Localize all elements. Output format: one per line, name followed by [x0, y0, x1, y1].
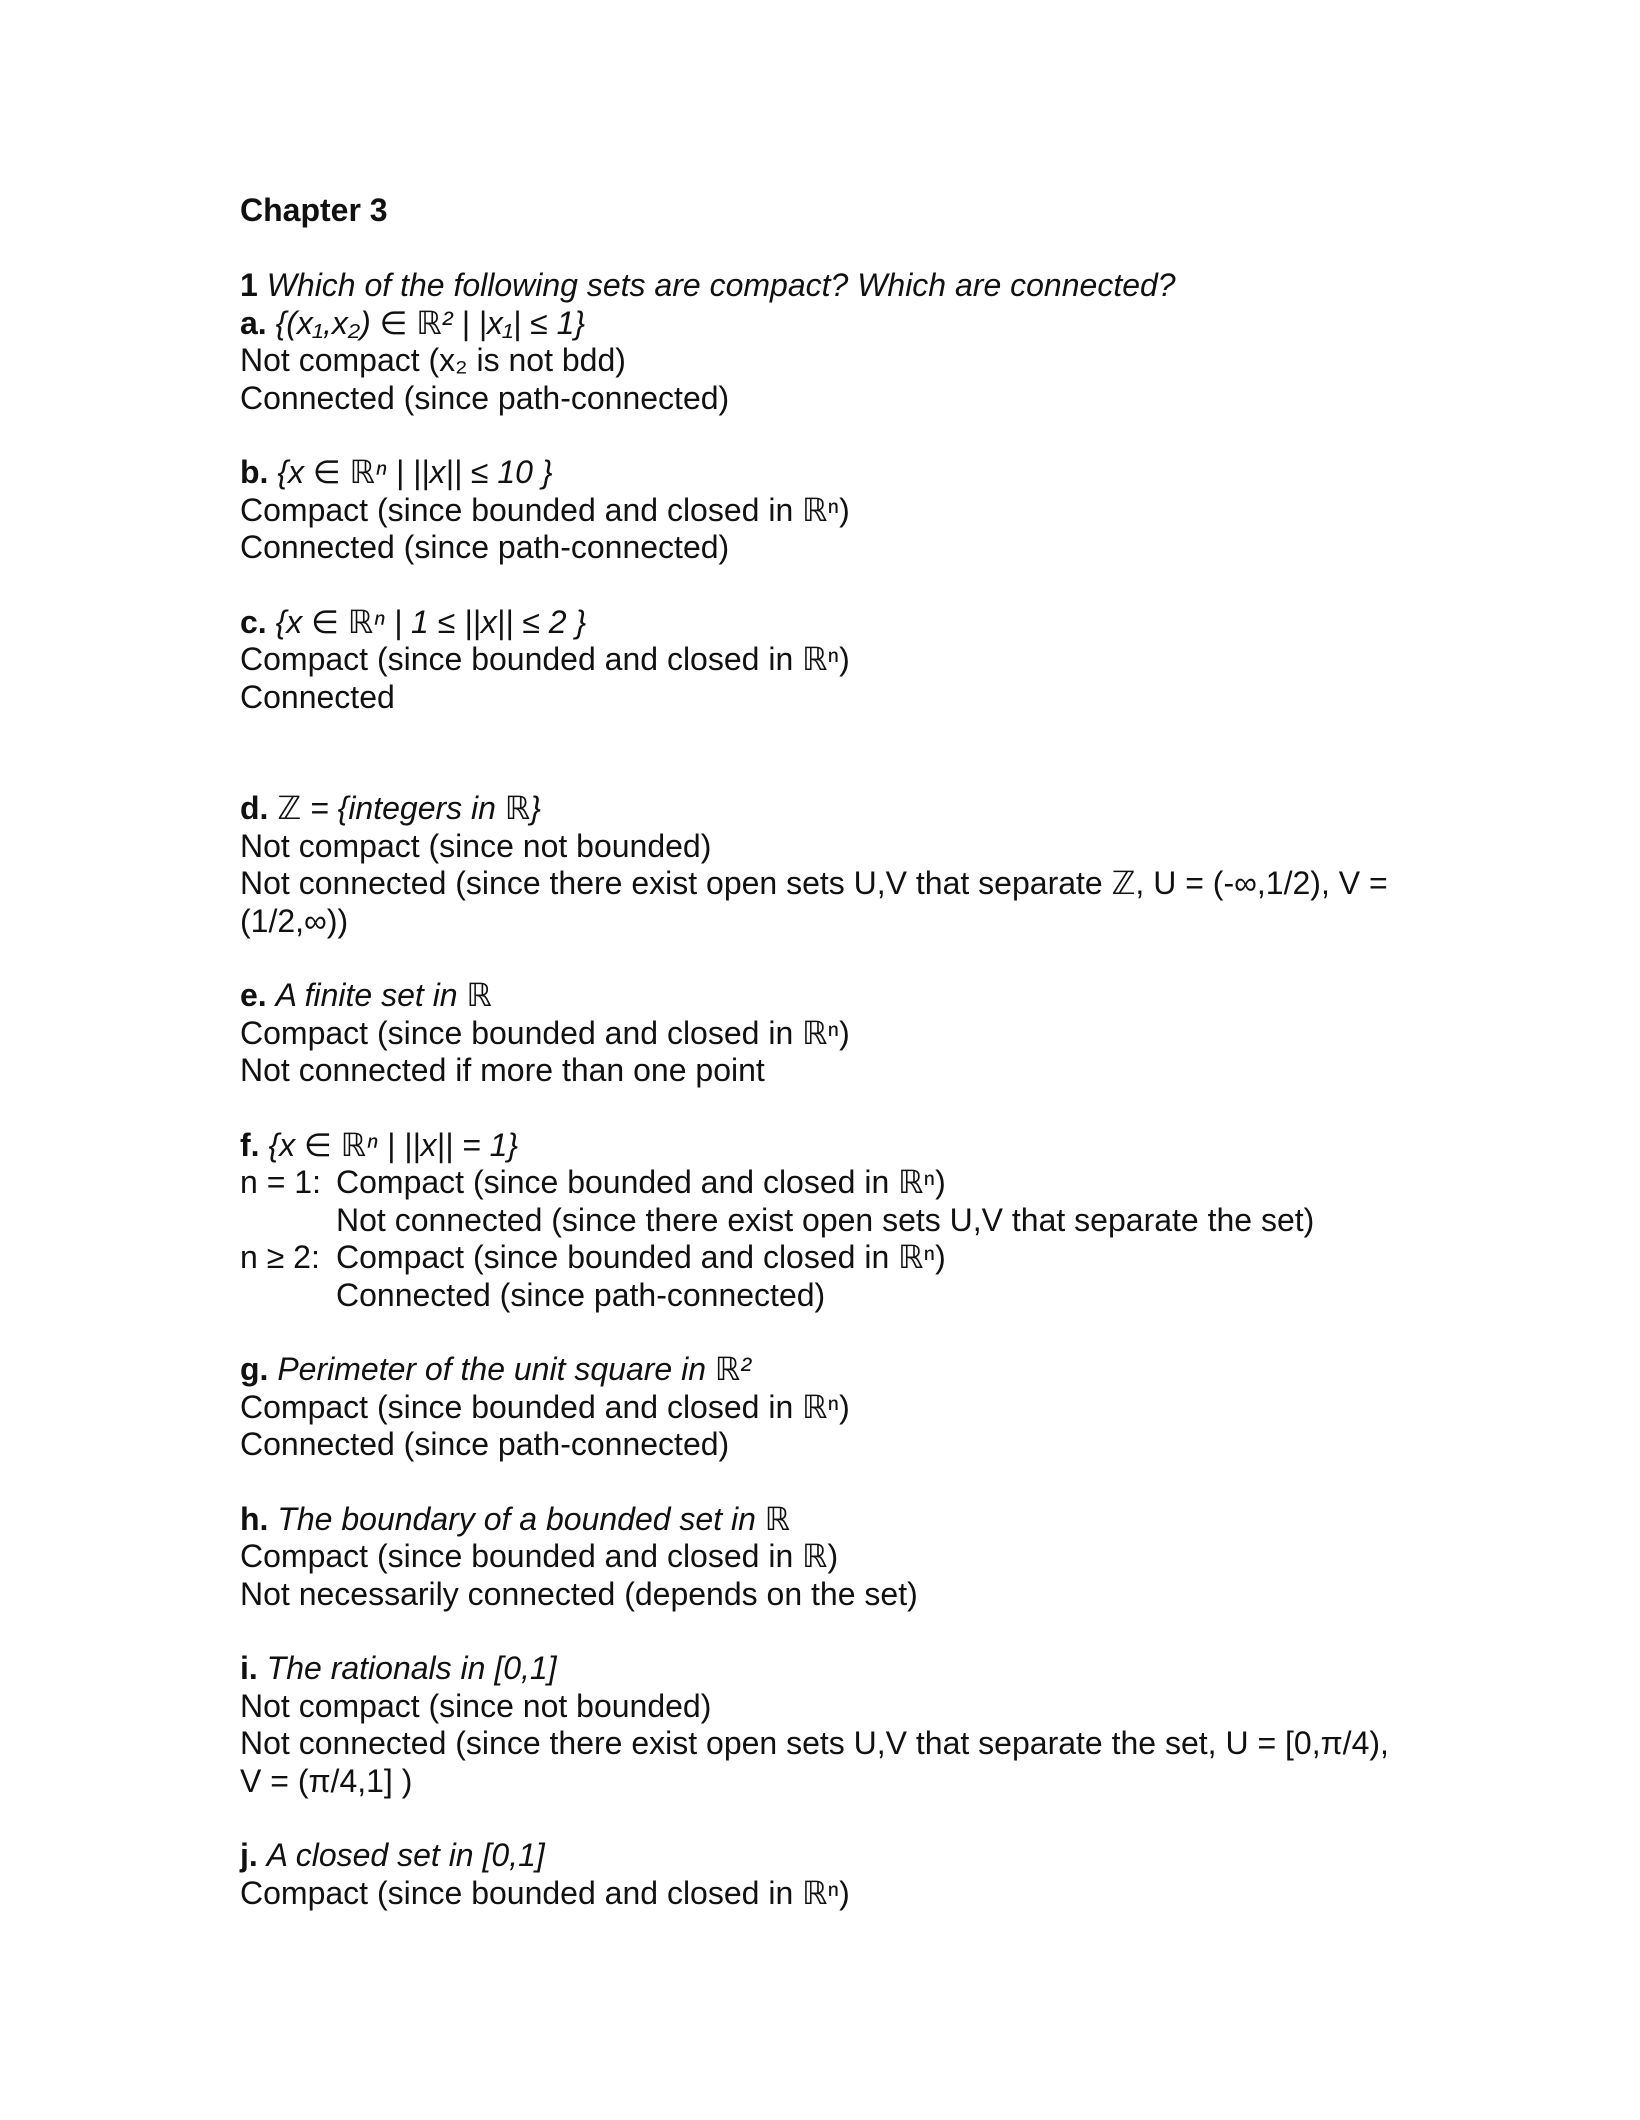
- answer-line: Connected (since path-connected): [240, 1426, 730, 1462]
- set-definition: The rationals in [0,1]: [266, 1650, 557, 1686]
- question-text: Which of the following sets are compact? Which are connected?: [266, 267, 1176, 303]
- answer-line: Not compact (x₂ is not bdd): [240, 342, 626, 378]
- answer-line: Compact (since bounded and closed in ℝⁿ): [240, 1014, 850, 1051]
- part-letter: g.: [240, 1351, 269, 1387]
- answer-line: Compact (since bounded and closed in ℝⁿ): [336, 1239, 946, 1275]
- answer-line: Connected: [240, 678, 395, 715]
- answer-line: Not compact (since not bounded): [240, 1687, 712, 1724]
- answer-line: Not compact (since not bounded): [240, 827, 712, 864]
- answer-line: Connected (since path-connected): [240, 379, 730, 416]
- set-definition: The boundary of a bounded set in ℝ: [277, 1500, 791, 1537]
- answer-line: Compact (since bounded and closed in ℝⁿ): [240, 491, 850, 528]
- part-a: [240, 305, 1420, 418]
- set-definition: {x ∈ ℝⁿ | 1 ≤ ||x|| ≤ 2 }: [275, 603, 587, 640]
- part-j: [240, 1837, 1420, 1912]
- answer-line: (1/2,∞)): [240, 902, 349, 939]
- set-definition: Perimeter of the unit square in ℝ²: [277, 1351, 751, 1387]
- answer-line: Compact (since bounded and closed in ℝⁿ): [240, 1874, 850, 1911]
- part-letter: i.: [240, 1650, 258, 1686]
- answer-line: Not connected if more than one point: [240, 1052, 765, 1088]
- chapter-title: Chapter 3: [240, 192, 388, 228]
- part-h: [240, 1501, 1420, 1614]
- part-g: [240, 1351, 1420, 1464]
- part-letter: d.: [240, 790, 269, 826]
- set-definition: {x ∈ ℝⁿ | ||x|| ≤ 10 }: [277, 454, 553, 490]
- case-label: n ≥ 2:: [240, 1239, 320, 1275]
- set-definition: A closed set in [0,1]: [266, 1837, 545, 1873]
- part-e: [240, 977, 1420, 1090]
- part-letter: e.: [240, 977, 267, 1013]
- answer-line: Compact (since bounded and closed in ℝⁿ): [336, 1164, 946, 1200]
- part-b: [240, 454, 1420, 567]
- case-n-ge-2: [240, 1239, 1420, 1314]
- part-letter: h.: [240, 1500, 269, 1537]
- part-letter: j.: [240, 1837, 258, 1873]
- set-definition: ℤ = {integers in ℝ}: [277, 790, 541, 826]
- case-n-1: [240, 1164, 1420, 1239]
- answer-line: Compact (since bounded and closed in ℝⁿ): [240, 641, 850, 677]
- part-letter: a.: [240, 304, 267, 341]
- answer-line: Not connected (since there exist open sets U,V that separate the set, U = [0,π/4),: [240, 1725, 1389, 1761]
- document-page: [240, 190, 1420, 1912]
- answer-line: Not necessarily connected (depends on the set): [240, 1575, 918, 1612]
- set-definition: {(x₁,x₂) ∈ ℝ² | |x₁| ≤ 1}: [275, 304, 586, 341]
- answer-line: Connected (since path-connected): [336, 1276, 826, 1313]
- part-i: [240, 1650, 1420, 1800]
- question-number: 1: [240, 267, 258, 303]
- part-d: [240, 790, 1420, 940]
- part-letter: c.: [240, 603, 267, 640]
- case-label: n = 1:: [240, 1164, 321, 1200]
- answer-line: Not connected (since there exist open sets U,V that separate ℤ, U = (-∞,1/2), V =: [240, 865, 1388, 901]
- part-letter: b.: [240, 454, 269, 490]
- answer-line: Compact (since bounded and closed in ℝⁿ): [240, 1388, 850, 1425]
- answer-line: Not connected (since there exist open sets U,V that separate the set): [336, 1201, 1315, 1238]
- part-f: [240, 1127, 1420, 1315]
- question-header: [240, 267, 1420, 305]
- part-c: [240, 604, 1420, 717]
- answer-line: Connected (since path-connected): [240, 529, 730, 565]
- part-letter: f.: [240, 1126, 260, 1163]
- answer-line: Compact (since bounded and closed in ℝ): [240, 1538, 839, 1574]
- set-definition: {x ∈ ℝⁿ | ||x|| = 1}: [268, 1126, 519, 1163]
- answer-line: V = (π/4,1] ): [240, 1762, 413, 1799]
- set-definition: A finite set in ℝ: [275, 977, 492, 1013]
